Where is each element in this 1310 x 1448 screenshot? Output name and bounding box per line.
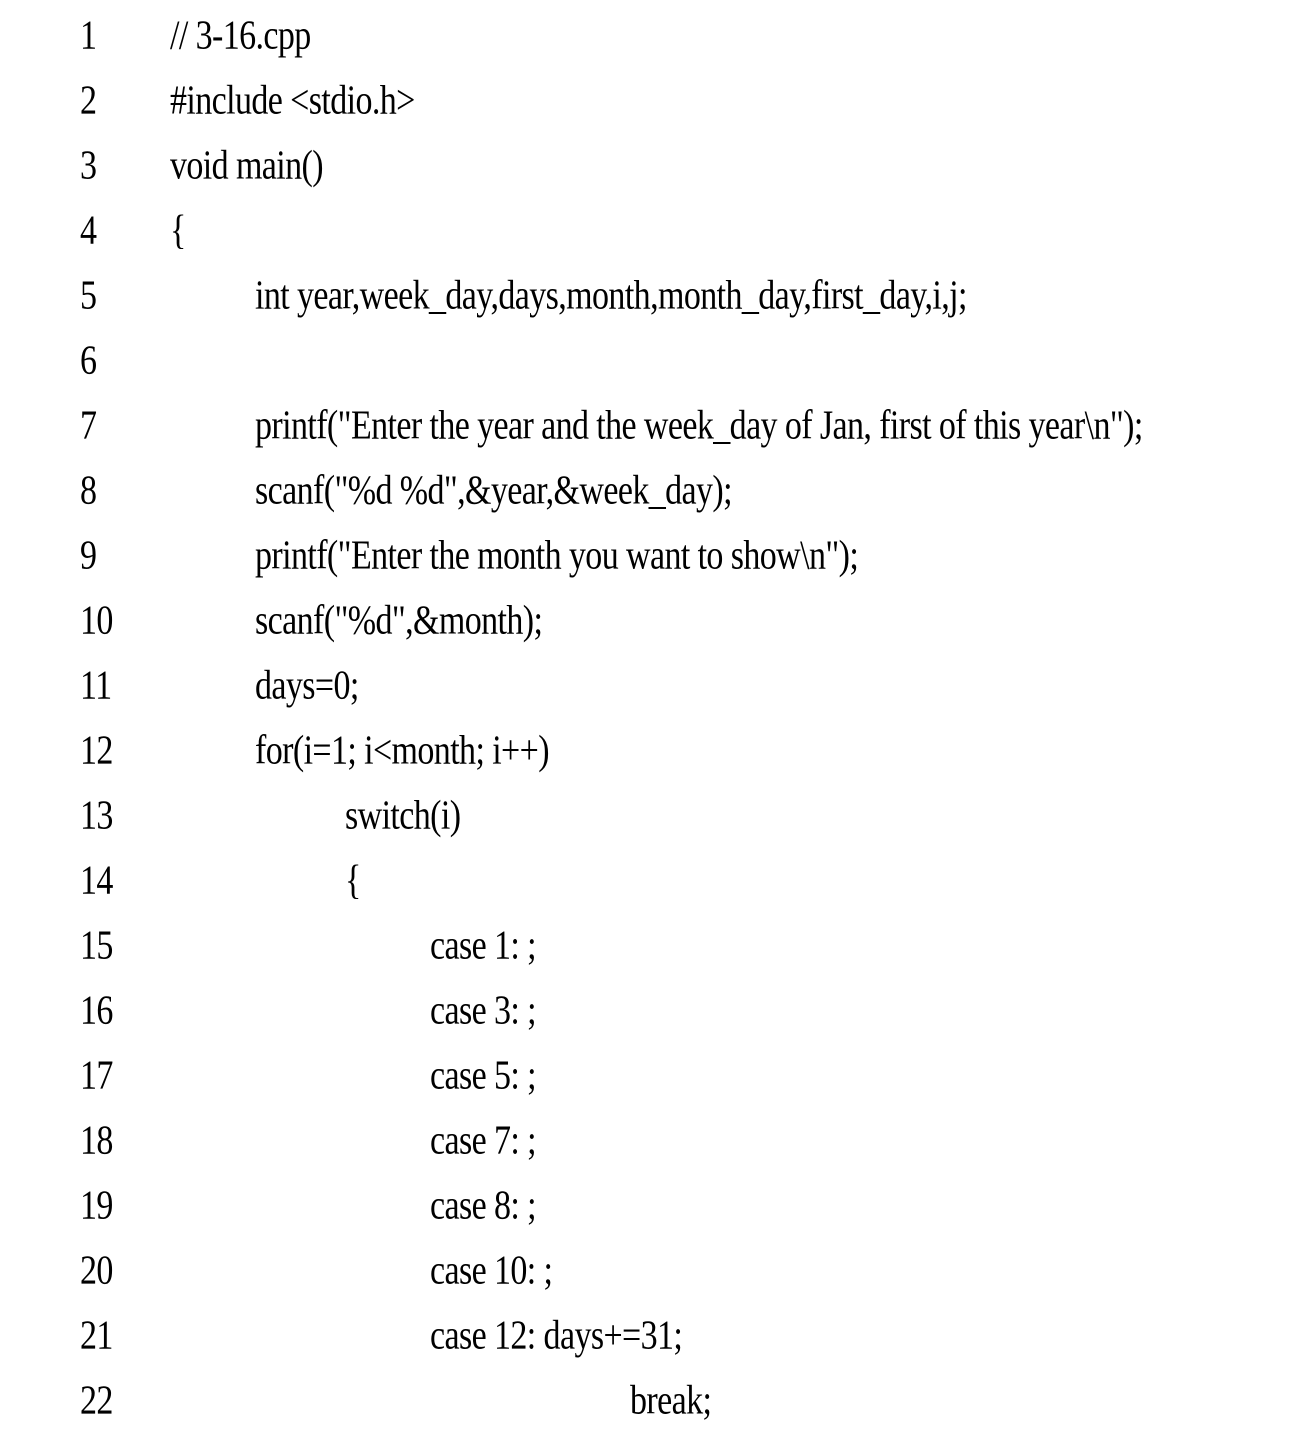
code-text: #include <stdio.h> xyxy=(170,77,415,124)
line-number: 20 xyxy=(80,1247,113,1294)
code-line xyxy=(80,1303,1310,1368)
code-text: case 1: ; xyxy=(430,922,536,969)
line-number: 19 xyxy=(80,1182,113,1229)
code-text: case 10: ; xyxy=(430,1247,553,1294)
code-line xyxy=(80,783,1310,848)
code-line xyxy=(80,3,1310,68)
code-text: int year,week_day,days,month,month_day,first_day,i,j; xyxy=(255,272,967,319)
code-text: scanf("%d",&month); xyxy=(255,597,543,644)
code-line xyxy=(80,133,1310,198)
code-line xyxy=(80,718,1310,783)
code-text: { xyxy=(345,857,361,904)
code-line xyxy=(80,848,1310,913)
line-number: 14 xyxy=(80,857,113,904)
line-number: 12 xyxy=(80,727,113,774)
code-text: days=0; xyxy=(255,662,359,709)
code-line xyxy=(80,68,1310,133)
line-number: 13 xyxy=(80,792,113,839)
code-line xyxy=(80,1368,1310,1433)
code-text: case 8: ; xyxy=(430,1182,536,1229)
line-number: 3 xyxy=(80,142,97,189)
code-text: scanf("%d %d",&year,&week_day); xyxy=(255,467,732,514)
code-line xyxy=(80,1108,1310,1173)
code-line xyxy=(80,1238,1310,1303)
code-text: printf("Enter the year and the week_day of Jan, first of this year\n"); xyxy=(255,402,1143,449)
code-line xyxy=(80,913,1310,978)
code-text: switch(i) xyxy=(345,792,461,839)
code-line xyxy=(80,653,1310,718)
line-number: 22 xyxy=(80,1377,113,1424)
line-number: 18 xyxy=(80,1117,113,1164)
code-text: printf("Enter the month you want to show\n"); xyxy=(255,532,859,579)
code-line xyxy=(80,1043,1310,1108)
code-text: // 3-16.cpp xyxy=(170,12,311,59)
line-number: 7 xyxy=(80,402,97,449)
code-text: void main() xyxy=(170,142,323,189)
line-number: 9 xyxy=(80,532,97,579)
code-text: case 3: ; xyxy=(430,987,536,1034)
line-number: 21 xyxy=(80,1312,113,1359)
code-line xyxy=(80,978,1310,1043)
code-text: case 7: ; xyxy=(430,1117,536,1164)
line-number: 6 xyxy=(80,337,97,384)
code-line xyxy=(80,263,1310,328)
line-number: 11 xyxy=(80,662,112,709)
code-line xyxy=(80,328,1310,393)
line-number: 8 xyxy=(80,467,97,514)
line-number: 17 xyxy=(80,1052,113,1099)
line-number: 10 xyxy=(80,597,113,644)
line-number: 15 xyxy=(80,922,113,969)
code-line xyxy=(80,588,1310,653)
line-number: 4 xyxy=(80,207,97,254)
line-number: 16 xyxy=(80,987,113,1034)
code-line xyxy=(80,1173,1310,1238)
code-text: { xyxy=(170,207,186,254)
line-number: 5 xyxy=(80,272,97,319)
line-number: 2 xyxy=(80,77,97,124)
code-line xyxy=(80,458,1310,523)
line-number: 1 xyxy=(80,12,97,59)
code-line xyxy=(80,198,1310,263)
code-text: case 5: ; xyxy=(430,1052,536,1099)
code-text: break; xyxy=(630,1377,712,1424)
code-line xyxy=(80,523,1310,588)
code-text: case 12: days+=31; xyxy=(430,1312,683,1359)
code-line xyxy=(80,393,1310,458)
code-text: for(i=1; i<month; i++) xyxy=(255,727,549,774)
